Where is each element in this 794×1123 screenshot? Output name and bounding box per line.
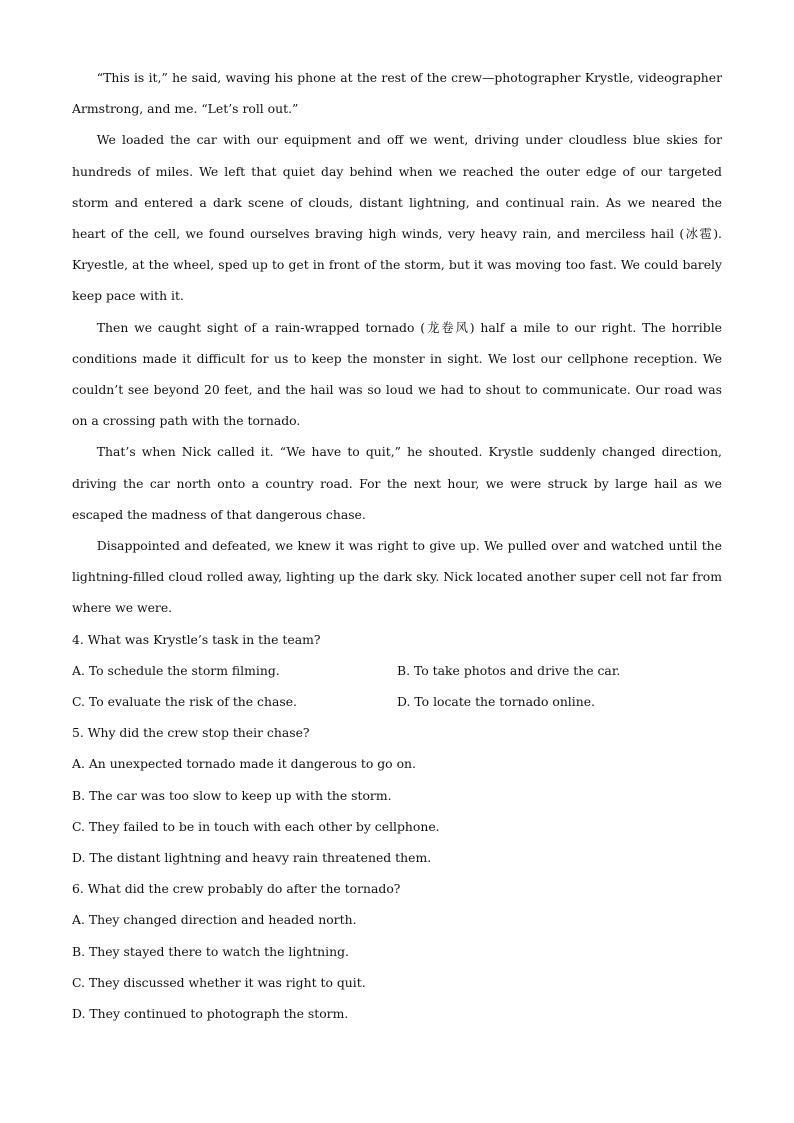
option-b: B. To take photos and drive the car. [397,662,621,678]
question-4 [72,624,722,718]
option-c: C. They failed to be in touch with each other by cellphone. [72,818,440,834]
paragraph-5: Disappointed and defeated, we knew it was right to give up. We pulled over and watched until the lightning-filled cloud rolled away, lighting up the dark sky. Nick located another super cell not far from where we were. [72,538,722,616]
passage [72,62,722,624]
option-a: A. To schedule the storm filming. [72,662,280,678]
option-c: C. They discussed whether it was right to quit. [72,974,366,990]
document-page [72,62,722,1029]
question-stem: 5. Why did the crew stop their chase? [72,725,310,741]
option-b: B. They stayed there to watch the lightning. [72,943,349,959]
paragraph-1: “This is it,” he said, waving his phone at the rest of the crew—photographer Krystle, videographer Armstrong, and me. “Let’s roll out.” [72,70,722,117]
paragraph-3: Then we caught sight of a rain-wrapped tornado (龙卷风) half a mile to our right. The horrible conditions made it difficult for us to keep the monster in sight. We lost our cellphone reception. We couldn’t see beyond 20 feet, and the hail was so loud we had to shout to communicate. Our road was on a crossing path with the tornado. [72,319,722,429]
paragraph-4: That’s when Nick called it. “We have to quit,” he shouted. Krystle suddenly changed direction, driving the car north onto a country road. For the next hour, we were struck by large hail as we escaped the madness of that dangerous chase. [72,444,722,522]
option-d: D. They continued to photograph the storm. [72,1006,349,1022]
question-5 [72,717,722,873]
option-row [72,655,722,686]
option-a: A. They changed direction and headed north. [72,912,357,928]
question-6 [72,873,722,1029]
option-d: D. The distant lightning and heavy rain threatened them. [72,850,432,866]
option-b: B. The car was too slow to keep up with the storm. [72,787,392,803]
option-d: D. To locate the tornado online. [397,694,595,710]
paragraph-2: We loaded the car with our equipment and off we went, driving under cloudless blue skies for hundreds of miles. We left that quiet day behind when we reached the outer edge of our targeted storm and entered a dark scene of clouds, distant lightning, and continual rain. As we neared the heart of the cell, we found ourselves braving high winds, very heavy rain, and merciless hail (冰雹). Kryestle, at the wheel, sped up to get in front of the storm, but it was moving too fast. We could barely keep pace with it. [72,132,722,304]
option-row [72,686,722,717]
question-stem: 6. What did the crew probably do after the tornado? [72,881,401,897]
option-c: C. To evaluate the risk of the chase. [72,694,297,710]
question-stem: 4. What was Krystle’s task in the team? [72,631,321,647]
option-a: A. An unexpected tornado made it dangerous to go on. [72,756,416,772]
